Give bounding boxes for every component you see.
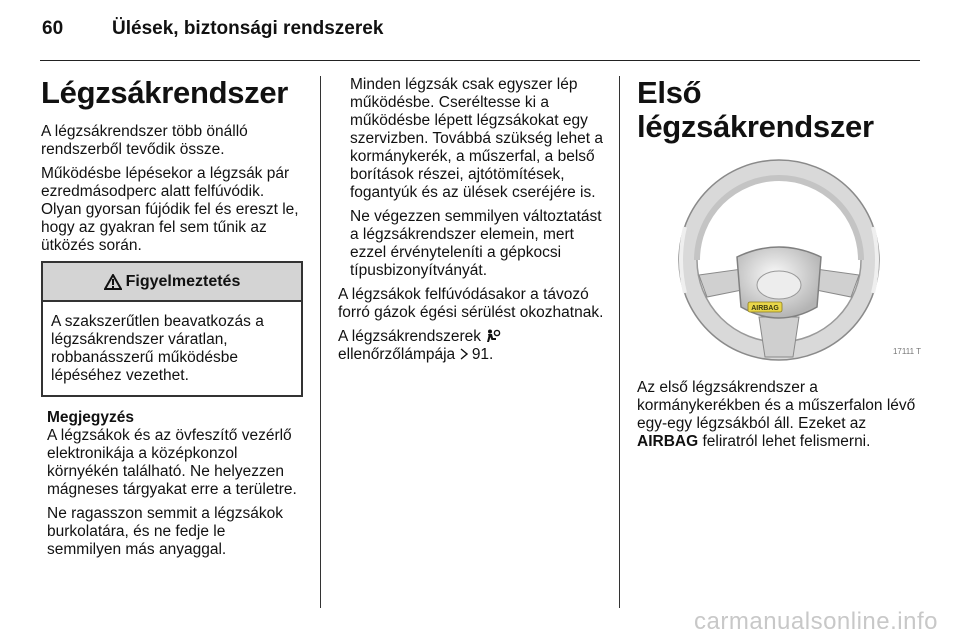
warning-lamp-line2: ellenőrzőlámpája bbox=[338, 346, 456, 363]
figure-code: 17111 T bbox=[892, 347, 921, 356]
page-reference[interactable]: 91. bbox=[471, 346, 494, 363]
header-rule bbox=[40, 60, 920, 61]
figure-caption bbox=[637, 379, 927, 451]
middle-column bbox=[338, 76, 604, 370]
caption-text: Az első légzsákrendszer a kormánykerékben és a műszerfalon lévő egy-egy légzsákból áll. Ezeket az bbox=[637, 379, 916, 432]
warning-box bbox=[41, 261, 303, 397]
column-divider-right bbox=[619, 76, 620, 608]
warning-body bbox=[43, 302, 301, 395]
intro-paragraph: A légzsákrendszer több önálló rendszerből tevődik össze. bbox=[41, 123, 248, 158]
page-ref-arrow-icon bbox=[460, 348, 468, 360]
section-title-airbag-system: Légzsákrendszer bbox=[41, 75, 289, 110]
airbag-label: AIRBAG bbox=[751, 305, 779, 312]
warning-lamp-paragraph bbox=[338, 328, 604, 364]
right-column bbox=[637, 76, 927, 457]
note-block bbox=[41, 409, 303, 559]
page-header bbox=[42, 18, 383, 40]
note-title: Megjegyzés bbox=[47, 409, 135, 426]
replacement-paragraph: Minden légzsák csak egyszer lép működésbe. Cseréltesse ki a működésbe lépett légzsákokat egy szervizben. Továbbá szükség lehet a kormánykerék, a műszerfal, a belső borítások részei, ajtótömítések, fogantyúk és az ülések cseréjére is. bbox=[350, 76, 604, 201]
note-paragraph-2: Ne ragasszon semmit a légzsákok burkolatára, és ne fedje le semmilyen más anyaggal. bbox=[47, 505, 284, 558]
deployment-paragraph: Működésbe lépésekor a légzsák pár ezredmásodperc alatt felfúvódik. Olyan gyorsan fújódik fel és ereszt le, hogy az gyakran fel sem tűnik az ütközés során. bbox=[41, 165, 299, 254]
column-divider-left bbox=[320, 76, 321, 608]
warning-text: A szakszerűtlen beavatkozás a légzsákrendszer váratlan, robbanásszerű működésbe lépéséhez vezethet. bbox=[51, 313, 264, 384]
warning-triangle-icon bbox=[104, 274, 122, 290]
chapter-title: Ülések, biztonsági rendszerek bbox=[112, 18, 384, 39]
note-paragraph-1: A légzsákok és az övfeszítő vezérlő elektronikája a középkonzol környékén található. Ne helyezzen mágneses tárgyakat erre a területre. bbox=[47, 427, 297, 498]
hot-gas-paragraph: A légzsákok felfúvódásakor a távozó forró gázok égési sérülést okozhatnak. bbox=[338, 286, 604, 321]
page-number: 60 bbox=[42, 18, 64, 39]
warning-title: Figyelmeztetés bbox=[125, 272, 241, 290]
steering-wheel-illustration bbox=[637, 157, 927, 367]
warning-lamp-text: A légzsákrendszerek bbox=[338, 328, 482, 345]
caption-text-end: feliratról lehet felismerni. bbox=[702, 433, 871, 450]
caption-airbag-word: AIRBAG bbox=[637, 433, 699, 450]
airbag-person-icon bbox=[485, 329, 501, 343]
watermark: carmanualsonline.info bbox=[694, 608, 938, 635]
steering-wheel-figure bbox=[637, 157, 927, 367]
modification-paragraph: Ne végezzen semmilyen változtatást a légzsákrendszer elemein, mert ezzel érvényteleníti a gépkocsi típusbizonyítványát. bbox=[350, 208, 602, 279]
warning-header bbox=[43, 263, 301, 302]
left-column bbox=[41, 76, 303, 565]
section-title-front-airbag: Első légzsákrendszer bbox=[637, 75, 874, 144]
